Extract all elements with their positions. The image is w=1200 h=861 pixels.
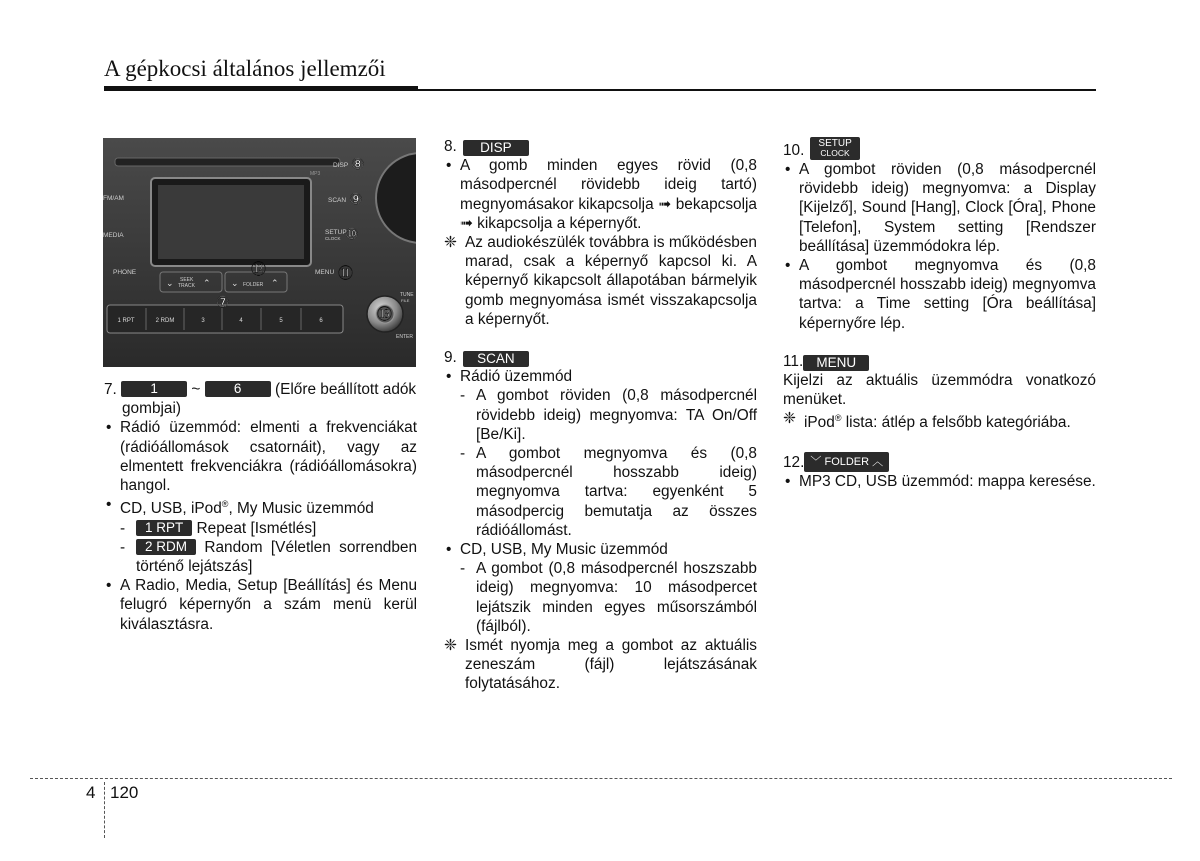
item-9-bullet-1: • Rádió üzemmód — [444, 367, 757, 386]
repeat-subitem: - 1 RPT Repeat [Ismétlés] — [120, 519, 317, 537]
photo-disp-label: DISP — [333, 162, 349, 169]
callout-10: ⑩ — [345, 225, 359, 243]
photo-media-label: MEDIA — [103, 232, 124, 239]
key-2-rdm: 2 RDM — [136, 539, 196, 555]
item-9-dash-2: - A gombot megnyomva és (0,8 másodpercnél hosszabb ideig) megnyomva tartva: egyenként 5 másodpercig bemutatja az összes rádióállomást. — [444, 444, 757, 540]
chevron-up-icon: ︿ — [872, 455, 884, 468]
item-11-text: Kijelzi az aktuális üzemmódra vonatkozó menüket. — [783, 372, 1096, 409]
column-1 — [104, 380, 417, 634]
column-2 — [444, 137, 757, 694]
photo-preset-5: 5 — [279, 318, 283, 324]
item-10-bullet-2: • A gombot megnyomva és (0,8 másodpercnél hosszabb ideig) megnyomva tartva: a Time setting [Óra beállítása] képernyőre lép. — [783, 256, 1096, 333]
photo-clock-label: CLOCK — [325, 236, 341, 241]
photo-file-label: FILE — [401, 298, 410, 303]
key-6: 6 — [205, 381, 271, 397]
photo-mp3-label: MP3 — [310, 171, 321, 177]
photo-tune-label: TUNE — [400, 292, 414, 298]
item-8-heading: 8. DISP — [444, 137, 757, 156]
item-9-dash-3: - A gombot (0,8 másodpercnél hoszszabb ideig) megnyomva: 10 másodpercet lejátszik minden egyes műsorszámból (fájlból). — [444, 559, 757, 636]
page-number: 120 — [110, 783, 139, 802]
item-12-heading: 12. ﹀ FOLDER ︿ — [783, 452, 1096, 472]
header-rule-thick — [104, 86, 418, 91]
photo-track-label: TRACK — [178, 283, 195, 289]
callout-8: ⑧ — [351, 155, 365, 173]
chevron-down-icon: ﹀ — [810, 455, 822, 468]
photo-folder-down-icon: ⌄ — [231, 278, 239, 288]
photo-scan-label: SCAN — [328, 197, 347, 204]
item-7-bullet-1: • Rádió üzemmód: elmenti a frekvenciákat (rádióállomások csatornáit), vagy az elmentett frekvenciákra (rádióállomásokra) hangol. — [104, 418, 417, 495]
item-10-bullet-1: • A gombot röviden (0,8 másodpercnél rövidebb ideig) megnyomva: a Display [Kijelző], Sound [Hang], Clock [Óra], Phone [Telefon], System setting [Rendszer beállítása] üzemmódokra lép. — [783, 160, 1096, 256]
key-1: 1 — [121, 381, 187, 397]
item-11-heading: 11. MENU — [783, 352, 1096, 371]
footer-dashed-rule — [30, 778, 1172, 779]
photo-preset-3: 3 — [201, 318, 205, 324]
item-7-bullet-2: • CD, USB, iPod®, My Music üzemmód — [104, 495, 417, 518]
key-scan: SCAN — [463, 351, 529, 367]
item-9-bullet-2: • CD, USB, My Music üzemmód — [444, 540, 757, 559]
item-7-heading-cont: gombjai) — [122, 400, 182, 418]
callout-7: ⑦ — [216, 293, 230, 311]
photo-preset-6: 6 — [319, 318, 323, 324]
key-1-rpt: 1 RPT — [136, 520, 192, 536]
page-header-title: A gépkocsi általános jellemzői — [104, 56, 386, 81]
photo-seek-up-icon: ⌃ — [203, 278, 211, 288]
photo-seek-label: SEEK — [180, 277, 194, 283]
photo-enter-label: ENTER — [396, 334, 413, 340]
callout-13: ⑬ — [377, 305, 393, 323]
header-rule-thin — [418, 89, 1096, 91]
photo-preset-2: 2 RDM — [155, 318, 175, 324]
item-8-bullet: • A gomb minden egyes rövid (0,8 másodpercnél rövidebb ideig tartó) megnyomásakor kikapcsolja ➟ bekapcsolja ➟ kikapcsolja a képernyőt. — [444, 156, 757, 233]
callout-9: ⑨ — [349, 190, 363, 208]
column-3 — [783, 137, 1096, 491]
item-12-bullet: • MP3 CD, USB üzemmód: mappa keresése. — [783, 472, 1096, 491]
photo-seek-down-icon: ⌄ — [166, 278, 174, 288]
photo-folder-label: FOLDER — [243, 282, 264, 288]
photo-preset-1: 1 RPT — [117, 318, 135, 324]
callout-11: ⑪ — [338, 264, 354, 282]
key-menu: MENU — [803, 355, 869, 371]
photo-setup-label: SETUP — [325, 229, 347, 236]
photo-folder-up-icon: ⌃ — [271, 278, 279, 288]
key-folder: ﹀ FOLDER ︿ — [804, 452, 889, 472]
item-7-heading: 7. 1 ~ 6 (Előre beállított adók — [104, 381, 417, 398]
footer-vertical-dashed-rule — [104, 782, 105, 838]
callout-12: ⑫ — [251, 260, 267, 278]
photo-fmam-label: FM/AM — [103, 195, 124, 202]
item-9-dash-1: - A gombot röviden (0,8 másodpercnél rövidebb ideig) megnyomva: TA On/Off [Be/Ki]. — [444, 386, 757, 444]
item-9-note: ❈ Ismét nyomja meg a gombot az aktuális zeneszám (fájl) lejátszásának folytatásához. — [444, 637, 757, 693]
item-7-bullet-3: • A Radio, Media, Setup [Beállítás] és Menu felugró képernyőn a szám menü kerül kiválasztásra. — [104, 576, 417, 634]
photo-preset-4: 4 — [239, 318, 243, 324]
photo-phone-label: PHONE — [113, 269, 137, 276]
item-10-heading: 10. SETUP CLOCK — [783, 137, 1096, 160]
random-subitem: - 2 RDM Random [Véletlen sorrendben történő lejátszás] — [120, 538, 418, 575]
key-setup-clock: SETUP CLOCK — [810, 137, 859, 160]
item-8-note: ❈ Az audiokészülék továbbra is működésben marad, csak a képernyő kapcsol ki. A képernyő kikapcsolt állapotában bármelyik gomb megnyomása ismét visszakapcsolja a képernyőt. — [444, 234, 757, 328]
photo-menu-label: MENU — [315, 269, 335, 276]
section-number: 4 — [86, 783, 96, 802]
audio-unit-photo — [103, 138, 416, 367]
item-11-note: ❈ iPod® lista: átlép a felsőbb kategóriába. — [783, 410, 1071, 432]
item-9-heading: 9. SCAN — [444, 348, 757, 367]
key-disp: DISP — [463, 140, 529, 156]
